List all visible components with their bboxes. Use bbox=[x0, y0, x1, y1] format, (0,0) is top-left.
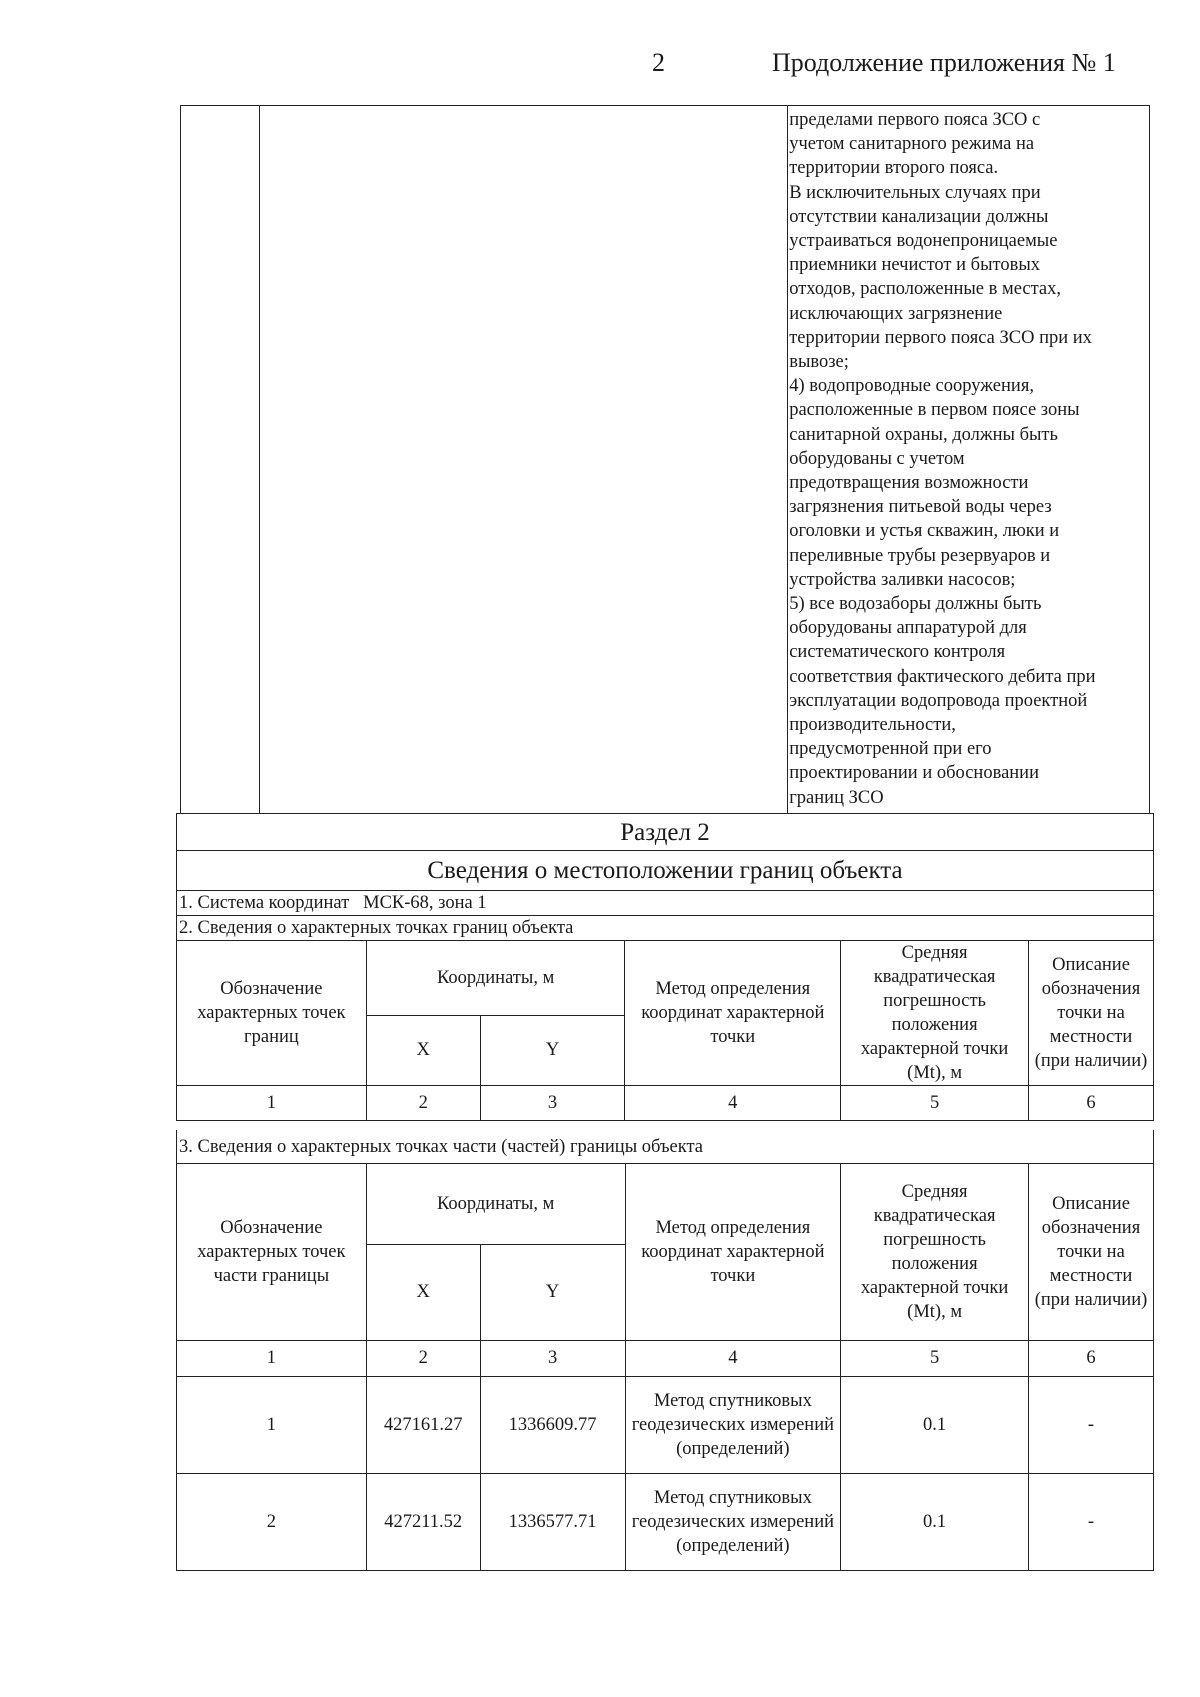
section-title: Раздел 2 bbox=[176, 813, 1154, 851]
column-number: 2 bbox=[366, 1340, 480, 1376]
continuation-table bbox=[180, 105, 1150, 814]
header-method: Метод определения координат характерной точки bbox=[625, 1164, 841, 1340]
point-mt: 0.1 bbox=[841, 1473, 1029, 1570]
header-coordinates: Координаты, м bbox=[366, 1164, 625, 1244]
point-y: 1336577.71 bbox=[480, 1473, 625, 1570]
text-line: территории первого пояса ЗСО при их bbox=[789, 327, 1092, 348]
text-line: 5) все водозаборы должны быть bbox=[789, 594, 1042, 615]
column-number: 3 bbox=[480, 1086, 625, 1121]
point-x: 427211.52 bbox=[366, 1473, 480, 1570]
text-line: эксплуатации водопровода проектной bbox=[789, 690, 1088, 711]
page-number: 2 bbox=[652, 48, 665, 77]
header-description: Описание обозначения точки на местности (при наличии) bbox=[1029, 1164, 1154, 1340]
header-mt: Средняя квадратическая погрешность положения характерной точки (Mt), м bbox=[841, 1164, 1029, 1340]
text-line: В исключительных случаях при bbox=[789, 182, 1041, 203]
text-line: отсутствии канализации должны bbox=[789, 206, 1049, 227]
text-line: систематического контроля bbox=[789, 642, 1006, 663]
text-line: санитарной охраны, должны быть bbox=[789, 424, 1058, 445]
header-designation: Обозначение характерных точек границ bbox=[177, 941, 367, 1086]
column-number: 4 bbox=[625, 1086, 841, 1121]
point-method: Метод спутниковых геодезических измерений (определений) bbox=[625, 1376, 841, 1473]
header-coordinates: Координаты, м bbox=[366, 941, 625, 1015]
text-line: отходов, расположенные в местах, bbox=[789, 279, 1061, 300]
part-boundary-points-table bbox=[176, 1164, 1154, 1571]
text-line: устройства заливки насосов; bbox=[789, 569, 1016, 590]
continuation-header: Продолжение приложения № 1 bbox=[772, 48, 1116, 77]
boundary-points-table bbox=[176, 941, 1154, 1121]
text-line: расположенные в первом поясе зоны bbox=[789, 400, 1080, 421]
column-number: 1 bbox=[177, 1086, 367, 1121]
header-x: X bbox=[366, 1015, 480, 1085]
text-line: оборудованы аппаратурой для bbox=[789, 618, 1027, 639]
header-y: Y bbox=[480, 1015, 625, 1085]
text-line: оборудованы с учетом bbox=[789, 448, 965, 469]
text-line: проектировании и обосновании bbox=[789, 763, 1039, 784]
point-description: - bbox=[1029, 1376, 1154, 1473]
points-heading: 2. Сведения о характерных точках границ объекта bbox=[176, 916, 1154, 941]
column-number: 6 bbox=[1029, 1086, 1154, 1121]
coordinate-system-value: МСК-68, зона 1 bbox=[363, 893, 487, 913]
table-row bbox=[177, 1473, 1154, 1570]
column-number: 3 bbox=[480, 1340, 625, 1376]
coordinate-system-label: 1. Система координат bbox=[179, 893, 350, 913]
part-points-heading: 3. Сведения о характерных точках части (частей) границы объекта bbox=[176, 1130, 1154, 1164]
text-line: устраиваться водонепроницаемые bbox=[789, 231, 1058, 252]
point-mt: 0.1 bbox=[841, 1376, 1029, 1473]
text-line: 4) водопроводные сооружения, bbox=[789, 376, 1034, 397]
text-line: учетом санитарного режима на bbox=[789, 134, 1035, 155]
header-designation: Обозначение характерных точек части границы bbox=[177, 1164, 367, 1340]
point-method: Метод спутниковых геодезических измерений (определений) bbox=[625, 1473, 841, 1570]
header-description: Описание обозначения точки на местности (при наличии) bbox=[1029, 941, 1154, 1086]
text-line: переливные трубы резервуаров и bbox=[789, 545, 1051, 566]
column-number: 5 bbox=[841, 1340, 1029, 1376]
section-subtitle: Сведения о местоположении границ объекта bbox=[176, 851, 1154, 891]
coordinate-system-row bbox=[176, 891, 1154, 916]
column-number: 2 bbox=[366, 1086, 480, 1121]
header-mt: Средняя квадратическая погрешность положения характерной точки (Mt), м bbox=[841, 941, 1029, 1086]
requirements-text-cell bbox=[788, 106, 1150, 814]
column-number: 5 bbox=[841, 1086, 1029, 1121]
text-line: границ ЗСО bbox=[789, 787, 884, 808]
column-number: 1 bbox=[177, 1340, 367, 1376]
text-line: пределами первого пояса ЗСО с bbox=[789, 110, 1041, 130]
text-line: производительности, bbox=[789, 715, 956, 736]
header-x: X bbox=[366, 1244, 480, 1340]
text-line: приемники нечистот и бытовых bbox=[789, 255, 1040, 276]
header-y: Y bbox=[480, 1244, 625, 1340]
column-number: 6 bbox=[1029, 1340, 1154, 1376]
text-line: предусмотренной при его bbox=[789, 739, 992, 760]
header-method: Метод определения координат характерной точки bbox=[625, 941, 841, 1086]
empty-cell-left bbox=[181, 106, 260, 814]
empty-cell-middle bbox=[259, 106, 787, 814]
text-line: исключающих загрязнение bbox=[789, 303, 1003, 324]
point-x: 427161.27 bbox=[366, 1376, 480, 1473]
point-description: - bbox=[1029, 1473, 1154, 1570]
column-number: 4 bbox=[625, 1340, 841, 1376]
text-line: вывозе; bbox=[789, 352, 849, 373]
text-line: предотвращения возможности bbox=[789, 473, 1029, 494]
table-row bbox=[177, 1376, 1154, 1473]
point-id: 1 bbox=[177, 1376, 367, 1473]
text-line: территории второго пояса. bbox=[789, 158, 999, 179]
point-id: 2 bbox=[177, 1473, 367, 1570]
text-line: соответствия фактического дебита при bbox=[789, 666, 1096, 687]
text-line: загрязнения питьевой воды через bbox=[789, 497, 1052, 518]
text-line: оголовки и устья скважин, люки и bbox=[789, 521, 1060, 542]
point-y: 1336609.77 bbox=[480, 1376, 625, 1473]
